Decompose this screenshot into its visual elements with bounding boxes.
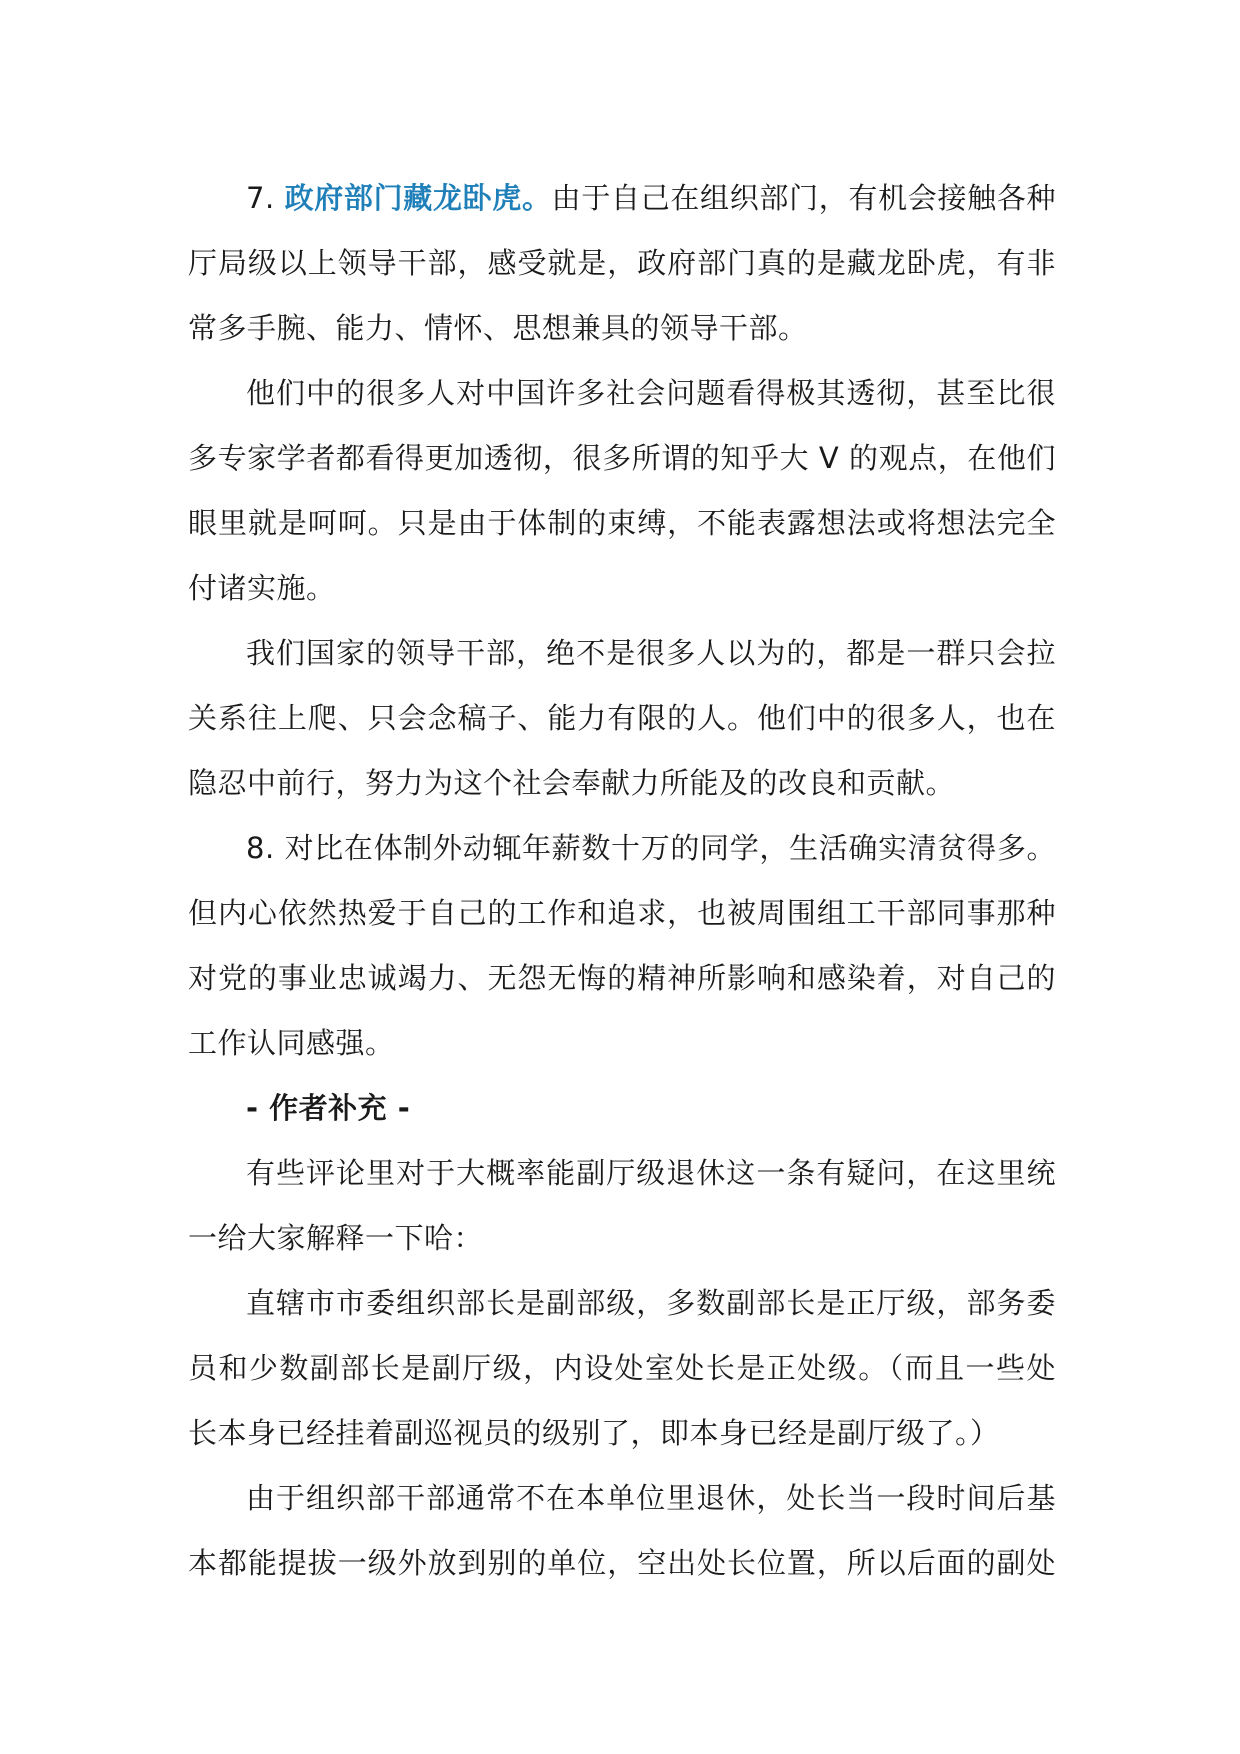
paragraph xyxy=(188,361,1056,621)
text-line: 常多手腕、能力、情怀、思想兼具的领导干部。 xyxy=(188,311,808,345)
text-line: - 作者补充 - xyxy=(246,1091,411,1125)
text-line: 8. 对比在体制外动辄年薪数十万的同学，生活确实清贫得多。 xyxy=(246,831,1056,865)
text-line: 一给大家解释一下哈： xyxy=(188,1221,484,1255)
text-line: 对党的事业忠诚竭力、无怨无悔的精神所影响和感染着，对自己的 xyxy=(188,961,1056,995)
article-body xyxy=(188,166,1056,1596)
text-line: 长本身已经挂着副巡视员的级别了，即本身已经是副厅级了。） xyxy=(188,1416,1000,1450)
text-line: 由于组织部干部通常不在本单位里退休，处长当一段时间后基 xyxy=(246,1481,1056,1515)
highlighted-title: 政府部门藏龙卧虎。 xyxy=(284,181,552,215)
line-text: 由于自己在组织部门，有机会接触各种 xyxy=(551,181,1056,215)
section-heading xyxy=(188,1076,1056,1141)
text-line: 我们国家的领导干部，绝不是很多人以为的，都是一群只会拉 xyxy=(246,636,1056,670)
text-line: 员和少数副部长是副厅级，内设处室处长是正处级。（而且一些处 xyxy=(188,1351,1056,1385)
paragraph xyxy=(188,1271,1056,1466)
text-line: 他们中的很多人对中国许多社会问题看得极其透彻，甚至比很 xyxy=(246,376,1056,410)
item-number: 7. xyxy=(246,181,285,215)
text-line: 眼里就是呵呵。只是由于体制的束缚，不能表露想法或将想法完全 xyxy=(188,506,1056,540)
text-line: 付诸实施。 xyxy=(188,571,336,605)
text-line: 多专家学者都看得更加透彻，很多所谓的知乎大 V 的观点，在他们 xyxy=(188,441,1056,475)
text-line: 隐忍中前行，努力为这个社会奉献力所能及的改良和贡献。 xyxy=(188,766,956,800)
text-line: 有些评论里对于大概率能副厅级退休这一条有疑问，在这里统 xyxy=(246,1156,1056,1190)
text-line: 工作认同感强。 xyxy=(188,1026,395,1060)
text-line: 直辖市市委组织部长是副部级，多数副部长是正厅级，部务委 xyxy=(246,1286,1056,1320)
text-line: 厅局级以上领导干部，感受就是，政府部门真的是藏龙卧虎，有非 xyxy=(188,246,1056,280)
text-line: 本都能提拔一级外放到别的单位，空出处长位置，所以后面的副处 xyxy=(188,1546,1056,1580)
paragraph xyxy=(188,1141,1056,1271)
paragraph xyxy=(188,1466,1056,1596)
paragraph xyxy=(188,621,1056,816)
text-line: 关系往上爬、只会念稿子、能力有限的人。他们中的很多人，也在 xyxy=(188,701,1056,735)
text-line xyxy=(188,166,1056,231)
paragraph xyxy=(188,816,1056,1076)
text-line: 但内心依然热爱于自己的工作和追求，也被周围组工干部同事那种 xyxy=(188,896,1056,930)
paragraph xyxy=(188,166,1056,361)
